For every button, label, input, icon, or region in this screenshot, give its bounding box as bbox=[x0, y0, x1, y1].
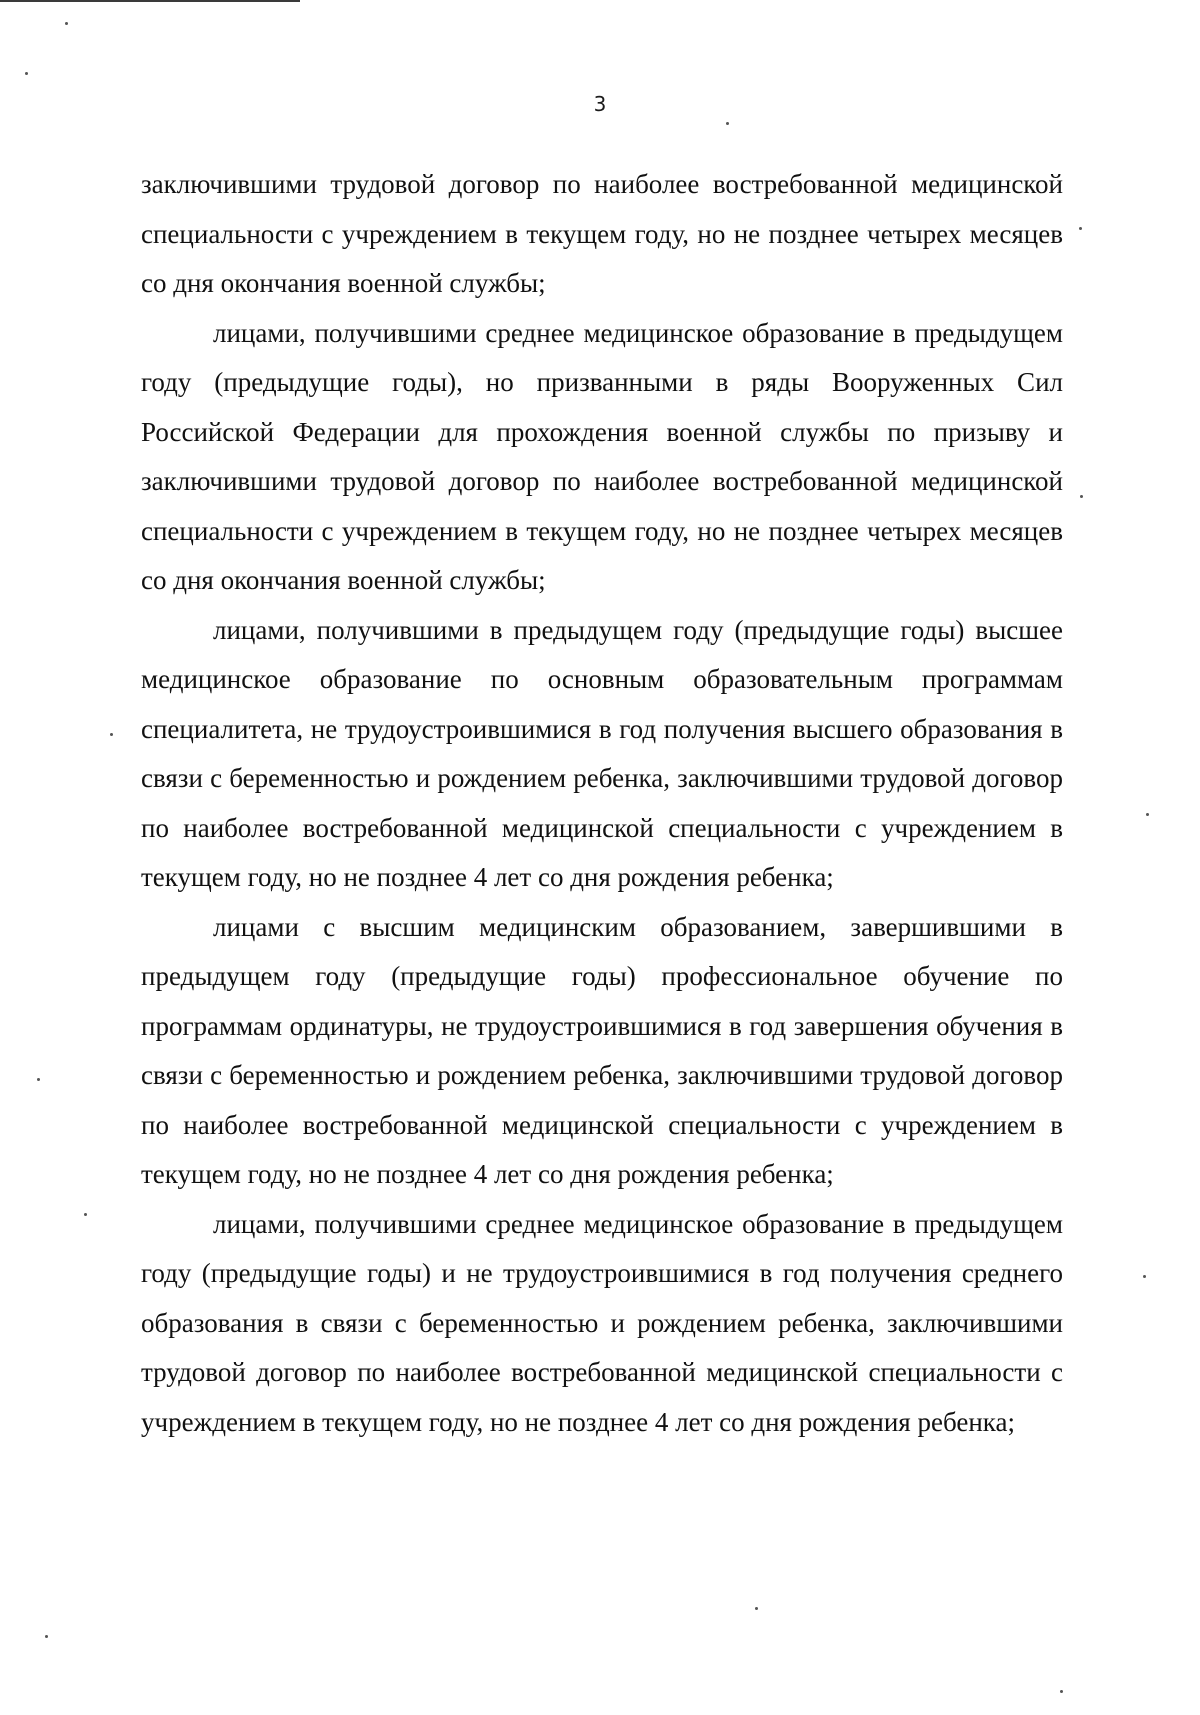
scan-speck bbox=[25, 72, 28, 75]
scan-speck bbox=[1146, 813, 1149, 816]
scan-speck bbox=[45, 1635, 48, 1638]
paragraph: лицами, получившими среднее медицинское образование в предыдущем году (предыдущие годы) и не трудоустроившимися в год получения среднего образования в связи с беременностью и рождением ребенка, заключившими трудовой договор по наиболее востребованной медицинской специальности с учреждением в текущем году, но не позднее 4 лет со дня рождения ребенка; bbox=[141, 1208, 1063, 1437]
paragraph: лицами с высшим медицинским образованием, завершившими в предыдущем году (предыдущие годы) профессиональное обучение по программам ординатуры, не трудоустроившимися в год завершения обучения в связи с беременностью и рождением ребенка, заключившими трудовой договор по наиболее востребованной медицинской специальности с учреждением в текущем году, но не позднее 4 лет со дня рождения ребенка; bbox=[141, 911, 1063, 1189]
scan-edge-line bbox=[0, 0, 300, 2]
paragraph: лицами, получившими среднее медицинское образование в предыдущем году (предыдущие годы), но призванными в ряды Вооруженных Сил Российской Федерации для прохождения военной службы по призыву и заключившими трудовой договор по наиболее востребованной медицинской специальности с учреждением в текущем году, но не позднее четырех месяцев со дня окончания военной службы; bbox=[141, 317, 1063, 595]
scan-speck bbox=[1060, 1690, 1063, 1693]
scan-speck bbox=[1143, 1275, 1146, 1278]
scan-speck bbox=[1080, 495, 1083, 498]
scan-speck bbox=[84, 1213, 87, 1216]
scan-speck bbox=[1079, 227, 1082, 230]
paragraph-continuation: заключившими трудовой договор по наиболее востребованной медицинской специальности с учреждением в текущем году, но не позднее четырех месяцев со дня окончания военной службы; bbox=[141, 169, 1063, 298]
document-body bbox=[141, 160, 1063, 1447]
scan-speck bbox=[755, 1607, 758, 1610]
scan-speck bbox=[65, 22, 68, 25]
page-number: 3 bbox=[593, 92, 607, 116]
scan-speck bbox=[110, 733, 113, 736]
scan-speck bbox=[726, 122, 729, 125]
paragraph: лицами, получившими в предыдущем году (предыдущие годы) высшее медицинское образование по основным образовательным программам специалитета, не трудоустроившимися в год получения высшего образования в связи с беременностью и рождением ребенка, заключившими трудовой договор по наиболее востребованной медицинской специальности с учреждением в текущем году, но не позднее 4 лет со дня рождения ребенка; bbox=[141, 614, 1063, 892]
scan-speck bbox=[37, 1078, 40, 1081]
